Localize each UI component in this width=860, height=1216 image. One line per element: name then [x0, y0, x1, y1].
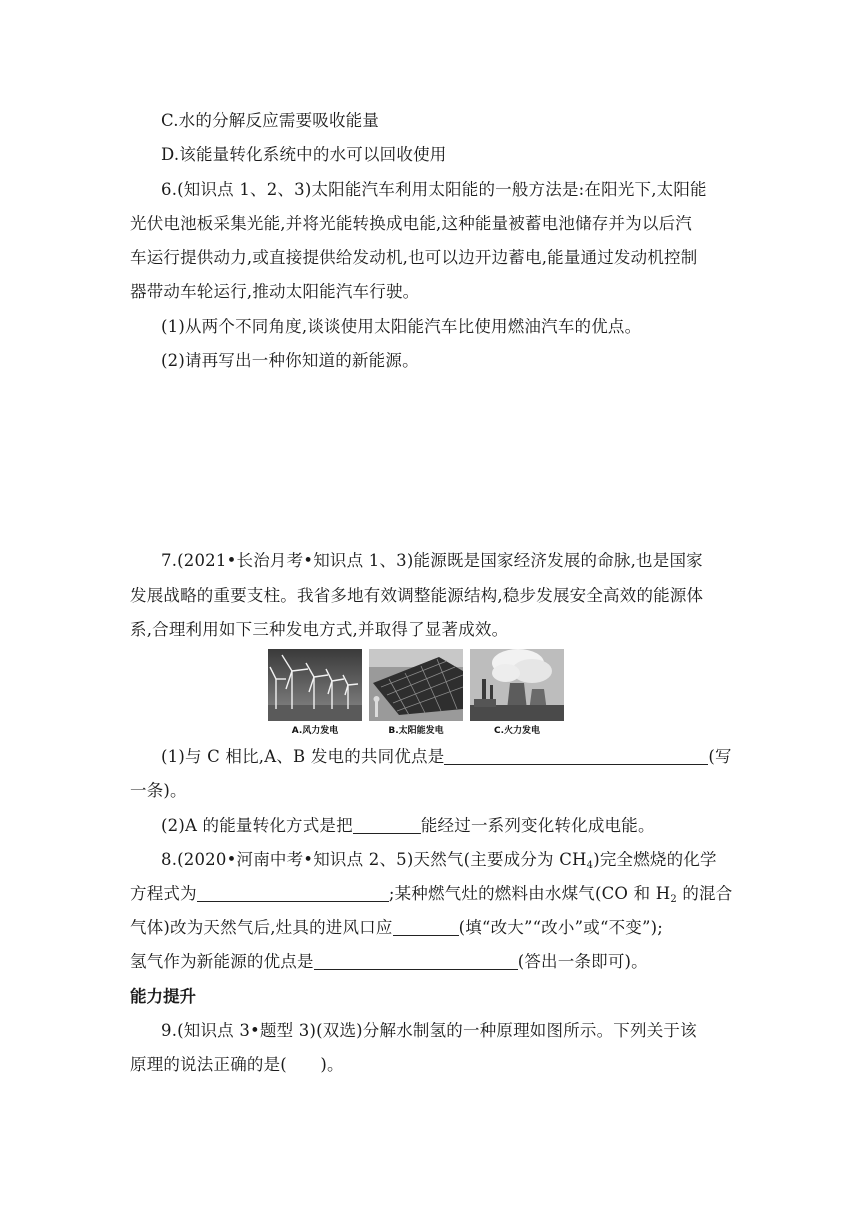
power-plant-image [470, 649, 564, 721]
question-6-line-2: 光伏电池板采集光能,并将光能转换成电能,这种能量被蓄电池储存并为以后汽 [130, 214, 692, 233]
answer-blank-7-1[interactable] [444, 747, 708, 765]
caption-solar-power: B.太阳能发电 [388, 726, 444, 736]
question-7-line-2: 发展战略的重要支柱。我省多地有效调整能源结构,稳步发展安全高效的能源体 [130, 586, 704, 605]
question-8-text-2: )完全燃烧的化学 [593, 850, 717, 869]
subscript-4: 4 [586, 860, 594, 871]
figure-thermal-power [470, 649, 564, 737]
question-8-line-3 [130, 917, 663, 939]
question-7-sub-1-tail: (写 [708, 747, 732, 766]
figure-wind-power [268, 649, 362, 737]
question-7-sub-2-tail: 能经过一系列变化转化成电能。 [420, 816, 655, 835]
question-7-sub-2 [161, 815, 655, 837]
question-8-text-3: 方程式为 [130, 884, 197, 903]
question-7-line-3: 系,合理利用如下三种发电方式,并取得了显著成效。 [130, 620, 509, 639]
answer-blank-8-2[interactable] [393, 918, 459, 936]
wind-turbine-image [268, 649, 362, 721]
question-8-text-8: 氢气作为新能源的优点是 [130, 952, 314, 971]
question-6-sub-1: (1)从两个不同角度,谈谈使用太阳能汽车比使用燃油汽车的优点。 [161, 317, 642, 336]
question-8-line-1 [161, 849, 717, 871]
question-6-line-4: 器带动车轮运行,推动太阳能汽车行驶。 [130, 282, 420, 301]
question-6-line-3: 车运行提供动力,或直接提供给发动机,也可以边开边蓄电,能量通过发动机控制 [130, 248, 698, 267]
question-7-sub-1-text: (1)与 C 相比,A、B 发电的共同优点是 [161, 747, 445, 766]
question-8-line-4 [130, 951, 648, 973]
question-8-text-5: 的混合 [676, 884, 733, 903]
question-8-line-2 [130, 883, 732, 905]
answer-blank-7-2[interactable] [353, 816, 421, 834]
subscript-2: 2 [670, 894, 677, 905]
question-8-text-6: 气体)改为天然气后,灶具的进风口应 [130, 918, 393, 937]
question-6-line-1: 6.(知识点 1、2、3)太阳能汽车利用太阳能的一般方法是:在阳光下,太阳能 [161, 180, 707, 199]
caption-thermal-power: C.火力发电 [493, 726, 541, 736]
question-9-line-2: 原理的说法正确的是( )。 [130, 1055, 344, 1074]
question-7-line-1: 7.(2021•长治月考•知识点 1、3)能源既是国家经济发展的命脉,也是国家 [161, 551, 703, 570]
caption-wind-power: A.风力发电 [291, 726, 339, 736]
question-8-text-7: (填“改大”“改小”或“不变”); [458, 918, 664, 937]
answer-blank-8-3[interactable] [314, 952, 518, 970]
question-8-text-4: ;某种燃气灶的燃料由水煤气(CO 和 H [388, 884, 671, 903]
option-d: D.该能量转化系统中的水可以回收使用 [161, 145, 447, 164]
option-c: C.水的分解反应需要吸收能量 [161, 111, 380, 130]
question-8-text-1: 8.(2020•河南中考•知识点 2、5)天然气(主要成分为 CH [161, 850, 587, 869]
question-7-sub-1 [161, 746, 732, 768]
question-9-line-1: 9.(知识点 3•题型 3)(双选)分解水制氢的一种原理如图所示。下列关于该 [161, 1021, 697, 1040]
answer-blank-8-1[interactable] [197, 884, 389, 902]
question-7-sub-1-cont: 一条)。 [130, 781, 187, 800]
solar-panel-image [369, 649, 463, 721]
question-6-sub-2: (2)请再写出一种你知道的新能源。 [161, 351, 419, 370]
question-7-sub-2-text: (2)A 的能量转化方式是把 [161, 816, 353, 835]
power-generation-figures [268, 649, 564, 737]
figure-solar-power [369, 649, 463, 737]
question-8-text-9: (答出一条即可)。 [517, 952, 648, 971]
section-heading: 能力提升 [130, 987, 196, 1006]
